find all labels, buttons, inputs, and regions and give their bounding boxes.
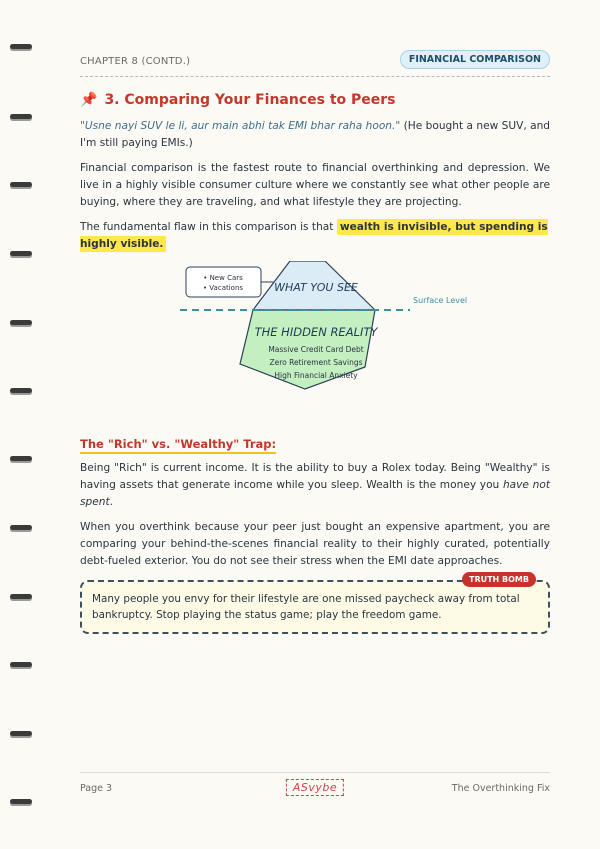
highlighted-statement: wealth is invisible, but spending is highly visible. bbox=[80, 221, 548, 250]
binder-ring bbox=[10, 182, 32, 187]
rich-vs-wealthy-heading: The "Rich" vs. "Wealthy" Trap: bbox=[80, 437, 276, 454]
overthink-paragraph: When you overthink because your peer just bought an expensive apartment, you are comparing your behind-the-scenes financial reality to their highly curated, potentially debt-fueled exterior. You do not see their stress when the EMI date approaches. bbox=[80, 521, 550, 567]
truth-bomb-badge: TRUTH BOMB bbox=[462, 572, 536, 587]
binder-ring bbox=[10, 320, 32, 325]
iceberg-svg bbox=[80, 261, 550, 411]
rich-definition-paragraph bbox=[80, 460, 550, 511]
emphasis-text: have not spent bbox=[80, 479, 550, 508]
flaw-paragraph bbox=[80, 219, 550, 253]
hidden-item: High Financial Anxiety bbox=[274, 371, 358, 380]
pushpin-icon: 📌 bbox=[80, 92, 98, 108]
page-number: Page 3 bbox=[80, 783, 113, 794]
what-you-see-label: WHAT YOU SEE bbox=[274, 281, 358, 294]
chapter-label: CHAPTER 8 (CONTD.) bbox=[80, 56, 191, 67]
callout-text: Many people you envy for their lifestyle are one missed paycheck away from total bankruptcy. Stop playing the status game; play the freedom game. bbox=[92, 593, 520, 621]
binder-ring bbox=[10, 525, 32, 530]
main-content bbox=[80, 92, 550, 634]
rich-definition-text: Being "Rich" is current income. It is the ability to buy a Rolex today. Being "Wealthy" is having assets that generate income while you sleep. Wealth is the money you bbox=[80, 462, 550, 491]
binder-ring bbox=[10, 114, 32, 119]
visible-item: • New Cars bbox=[203, 274, 243, 282]
hindi-quote: "Usne nayi SUV le li, aur main abhi tak EMI bhar raha hoon." bbox=[80, 120, 401, 132]
binder-ring bbox=[10, 799, 32, 804]
page-header bbox=[80, 50, 550, 77]
binder-ring bbox=[10, 594, 32, 599]
section-tag: FINANCIAL COMPARISON bbox=[400, 50, 550, 69]
quote-translation: (He bought a new SUV, and I'm still paying EMIs.) bbox=[80, 120, 551, 149]
binder-ring bbox=[10, 388, 32, 393]
brand-logo: ASvybe bbox=[286, 779, 344, 796]
truth-bomb-callout bbox=[80, 575, 550, 634]
quote-paragraph bbox=[80, 118, 550, 152]
page-footer bbox=[80, 772, 550, 803]
intro-paragraph: Financial comparison is the fastest route to financial overthinking and depression. We live in a highly visible consumer culture where we constantly see what other people are buying, where they are traveling, and what lifestyle they are projecting. bbox=[80, 162, 550, 208]
visible-item: • Vacations bbox=[202, 284, 244, 292]
binder-ring bbox=[10, 662, 32, 667]
iceberg-diagram bbox=[80, 261, 550, 411]
hidden-reality-label: THE HIDDEN REALITY bbox=[254, 325, 378, 339]
binder-ring bbox=[10, 456, 32, 461]
visible-items-box bbox=[186, 267, 261, 297]
binder-ring bbox=[10, 731, 32, 736]
binder-ring bbox=[10, 44, 32, 49]
hidden-item: Zero Retirement Savings bbox=[269, 358, 363, 367]
book-title: The Overthinking Fix bbox=[451, 783, 550, 794]
section-title: 3. Comparing Your Finances to Peers bbox=[104, 92, 396, 108]
surface-level-label: Surface Level bbox=[413, 296, 468, 305]
period: . bbox=[109, 496, 114, 508]
binder-ring bbox=[10, 251, 32, 256]
flaw-lead: The fundamental flaw in this comparison is that bbox=[80, 221, 337, 233]
binder-rings bbox=[10, 0, 36, 849]
section-heading bbox=[80, 92, 550, 108]
hidden-item: Massive Credit Card Debt bbox=[268, 345, 364, 354]
